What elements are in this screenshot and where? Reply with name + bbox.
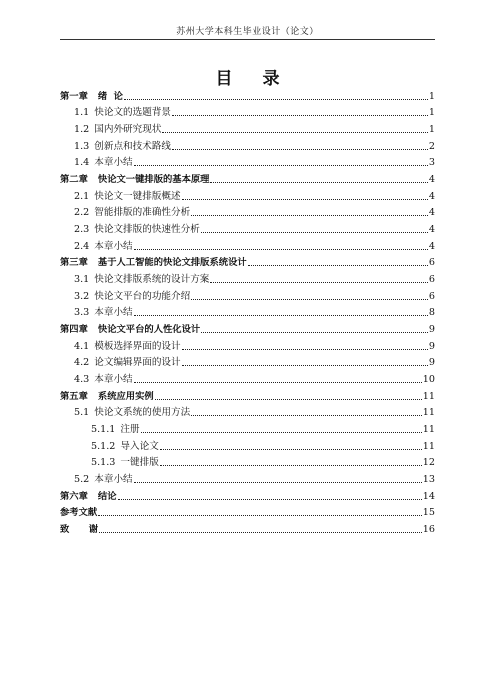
toc-entry-title: 智能排版的准确性分析: [94, 207, 191, 219]
toc-dot-leader: [191, 299, 428, 300]
toc-dot-leader: [210, 282, 428, 283]
toc-entry[interactable]: [60, 136, 435, 153]
toc-dot-leader: [98, 515, 422, 516]
toc-entry-number: 第三章: [60, 257, 88, 269]
toc-entry-number: 4.2: [74, 357, 90, 369]
toc-entry-title: 结论: [97, 490, 117, 502]
toc-entry-page-number: 2: [428, 140, 435, 152]
toc-entry-title: 一键排版: [120, 457, 159, 469]
toc-entry-title: 快论文的选题背景: [94, 107, 172, 119]
toc-entry[interactable]: [60, 186, 435, 203]
toc-entry-page-number: 6: [428, 257, 435, 269]
header-rule: [60, 39, 435, 40]
toc-entry[interactable]: [60, 203, 435, 220]
toc-dot-leader: [134, 482, 422, 483]
toc-entry-page-number: 4: [428, 207, 435, 219]
toc-entry-page-number: 11: [422, 407, 435, 419]
toc-entry[interactable]: [60, 86, 435, 103]
toc-entry-title: 参考文献: [60, 507, 98, 519]
table-of-contents: [60, 86, 435, 536]
toc-entry-page-number: 9: [428, 324, 435, 336]
toc-entry[interactable]: [60, 519, 435, 536]
toc-entry-page-number: 4: [428, 190, 435, 202]
toc-dot-leader: [182, 365, 428, 366]
toc-entry-number: 3.1: [74, 274, 90, 286]
toc-entry-title: 国内外研究现状: [94, 124, 162, 136]
toc-entry-page-number: 11: [422, 440, 435, 452]
toc-entry[interactable]: [60, 469, 435, 486]
toc-entry[interactable]: [60, 353, 435, 370]
toc-entry-title: 模板选择界面的设计: [94, 340, 181, 352]
toc-dot-leader: [191, 215, 428, 216]
toc-entry[interactable]: [60, 453, 435, 470]
toc-entry-number: 第六章: [60, 490, 88, 502]
page-title: 目 录: [215, 69, 292, 89]
toc-entry-title: 本章小结: [94, 474, 133, 486]
toc-entry-page-number: 14: [422, 490, 435, 502]
toc-dot-leader: [134, 382, 422, 383]
toc-entry[interactable]: [60, 386, 435, 403]
toc-dot-leader: [124, 99, 428, 100]
toc-entry[interactable]: [60, 253, 435, 270]
toc-entry-page-number: 13: [422, 474, 435, 486]
toc-entry[interactable]: [60, 403, 435, 420]
toc-entry-title: 基于人工智能的快论文排版系统设计: [97, 257, 247, 269]
toc-entry[interactable]: [60, 119, 435, 136]
toc-dot-leader: [99, 532, 422, 533]
toc-entry[interactable]: [60, 103, 435, 120]
toc-entry-title: 注册: [120, 424, 140, 436]
toc-entry-number: 2.3: [74, 224, 90, 236]
toc-dot-leader: [160, 465, 422, 466]
toc-entry-number: 5.1.3: [91, 457, 116, 469]
toc-entry[interactable]: [60, 269, 435, 286]
toc-dot-leader: [134, 249, 428, 250]
toc-entry-title: 论文编辑界面的设计: [94, 357, 181, 369]
toc-entry-title: 本章小结: [94, 374, 133, 386]
toc-entry[interactable]: [60, 369, 435, 386]
toc-dot-leader: [155, 399, 422, 400]
toc-entry[interactable]: [60, 236, 435, 253]
toc-entry-number: 5.1: [74, 407, 90, 419]
toc-entry-title: 本章小结: [94, 307, 133, 319]
toc-entry-number: 5.2: [74, 474, 90, 486]
toc-dot-leader: [118, 499, 422, 500]
toc-entry[interactable]: [60, 486, 435, 503]
toc-dot-leader: [201, 332, 428, 333]
toc-entry-number: 第五章: [60, 390, 88, 402]
toc-entry-page-number: 3: [428, 157, 435, 169]
toc-entry-page-number: 15: [422, 507, 435, 519]
toc-entry[interactable]: [60, 169, 435, 186]
toc-entry-page-number: 4: [428, 240, 435, 252]
toc-dot-leader: [182, 199, 428, 200]
toc-entry-number: 3.2: [74, 290, 90, 302]
toc-entry-page-number: 9: [428, 357, 435, 369]
toc-entry-page-number: 6: [428, 290, 435, 302]
toc-entry-title: 创新点和技术路线: [94, 140, 172, 152]
toc-entry-page-number: 1: [428, 90, 435, 102]
toc-entry-page-number: 16: [422, 524, 435, 536]
toc-dot-leader: [191, 415, 422, 416]
toc-entry-page-number: 10: [422, 374, 435, 386]
toc-dot-leader: [141, 432, 422, 433]
toc-entry-title: 绪 论: [97, 90, 123, 102]
toc-entry-title: 快论文平台的功能介绍: [94, 290, 191, 302]
toc-entry-page-number: 4: [428, 224, 435, 236]
toc-entry[interactable]: [60, 303, 435, 320]
toc-dot-leader: [248, 265, 428, 266]
toc-entry[interactable]: [60, 153, 435, 170]
toc-entry[interactable]: [60, 436, 435, 453]
toc-entry[interactable]: [60, 336, 435, 353]
toc-entry-page-number: 11: [422, 424, 435, 436]
toc-entry-number: 第二章: [60, 174, 88, 186]
toc-dot-leader: [160, 449, 422, 450]
toc-entry-number: 4.1: [74, 340, 90, 352]
toc-entry-number: 2.4: [74, 240, 90, 252]
toc-entry-page-number: 11: [422, 390, 435, 402]
toc-entry[interactable]: [60, 219, 435, 236]
page-header: 苏州大学本科生毕业设计（论文）: [176, 27, 319, 37]
toc-entry-number: 3.3: [74, 307, 90, 319]
toc-entry-number: 2.2: [74, 207, 90, 219]
toc-entry-page-number: 1: [428, 124, 435, 136]
toc-dot-leader: [172, 115, 428, 116]
toc-entry[interactable]: [60, 419, 435, 436]
toc-entry[interactable]: [60, 286, 435, 303]
toc-entry[interactable]: [60, 319, 435, 336]
toc-entry-title: 快论文一键排版的基本原理: [97, 174, 210, 186]
toc-entry-number: 1.4: [74, 157, 90, 169]
toc-entry-page-number: 6: [428, 274, 435, 286]
toc-entry-title: 本章小结: [94, 240, 133, 252]
toc-entry-title: 快论文平台的人性化设计: [97, 324, 201, 336]
toc-entry-page-number: 4: [428, 174, 435, 186]
toc-entry-page-number: 12: [422, 457, 435, 469]
toc-entry[interactable]: [60, 503, 435, 520]
toc-dot-leader: [182, 349, 428, 350]
toc-entry-number: 1.1: [74, 107, 90, 119]
toc-entry-title: 快论文一键排版概述: [94, 190, 181, 202]
toc-dot-leader: [134, 315, 428, 316]
toc-dot-leader: [162, 132, 427, 133]
toc-entry-title: 快论文排版的快速性分析: [94, 224, 200, 236]
toc-entry-number: 1.3: [74, 140, 90, 152]
toc-entry-title: 系统应用实例: [97, 390, 154, 402]
toc-entry-page-number: 8: [428, 307, 435, 319]
toc-entry-number: 1.2: [74, 124, 90, 136]
toc-entry-page-number: 9: [428, 340, 435, 352]
toc-entry-number: 5.1.1: [91, 424, 116, 436]
toc-dot-leader: [210, 182, 427, 183]
toc-entry-number: 第四章: [60, 324, 88, 336]
toc-entry-number: 5.1.2: [91, 440, 116, 452]
toc-entry-number: 2.1: [74, 190, 90, 202]
toc-dot-leader: [172, 149, 428, 150]
toc-dot-leader: [134, 165, 428, 166]
toc-dot-leader: [201, 232, 428, 233]
toc-entry-title: 导入论文: [120, 440, 159, 452]
toc-entry-title: 致 谢: [60, 524, 99, 536]
toc-entry-title: 快论文系统的使用方法: [94, 407, 191, 419]
toc-entry-number: 第一章: [60, 90, 88, 102]
toc-entry-number: 4.3: [74, 374, 90, 386]
toc-entry-page-number: 1: [428, 107, 435, 119]
toc-entry-title: 快论文排版系统的设计方案: [94, 274, 210, 286]
toc-entry-title: 本章小结: [94, 157, 133, 169]
